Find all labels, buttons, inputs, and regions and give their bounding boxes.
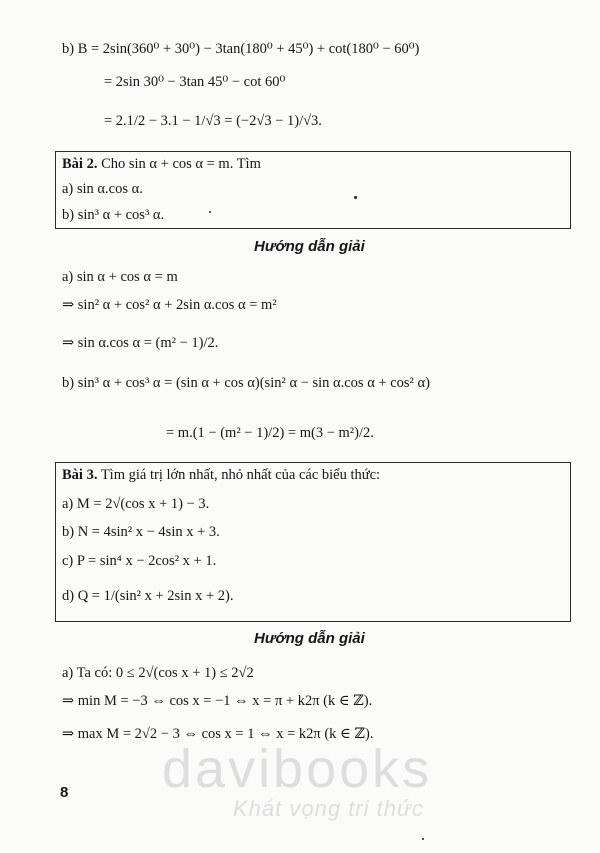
page-number: 8 xyxy=(60,784,69,801)
solution-b-line-2: = 2sin 30⁰ − 3tan 45⁰ − cot 60⁰ xyxy=(104,74,286,90)
exercise-3-statement: Tìm giá trị lớn nhất, nhỏ nhất của các biểu thức: xyxy=(100,467,381,483)
solution-2-line-5: = m.(1 − (m² − 1)/2) = m(3 − m²)/2. xyxy=(166,425,374,441)
exercise-2-part-a: a) sin α.cos α. xyxy=(62,181,143,197)
exercise-2-header xyxy=(62,155,261,173)
solution-heading: Hướng dẫn giải xyxy=(254,630,365,647)
solution-heading: Hướng dẫn giải xyxy=(254,238,365,255)
exercise-2-part-b: b) sin³ α + cos³ α. xyxy=(62,207,165,223)
exercise-3-part-d: d) Q = 1/(sin² x + 2sin x + 2). xyxy=(62,588,234,604)
solution-3-line-1: a) Ta có: 0 ≤ 2√(cos x + 1) ≤ 2√2 xyxy=(62,665,254,681)
ink-speck xyxy=(209,211,211,213)
solution-2-line-4: b) sin³ α + cos³ α = (sin α + cos α)(sin² α − sin α.cos α + cos² α) xyxy=(62,375,430,391)
exercise-3-part-a: a) M = 2√(cos x + 1) − 3. xyxy=(62,496,210,512)
watermark-brand: davibooks xyxy=(162,739,433,799)
watermark-tagline: Khát vọng tri thức xyxy=(233,796,424,821)
exercise-3-title: Bài 3. xyxy=(62,467,98,483)
exercise-3-part-c: c) P = sin⁴ x − 2cos² x + 1. xyxy=(62,553,217,569)
exercise-2-statement: Cho sin α + cos α = m. Tìm xyxy=(101,156,261,172)
ink-speck xyxy=(354,196,357,199)
exercise-3-header xyxy=(62,466,380,484)
solution-2-line-2: ⇒ sin² α + cos² α + 2sin α.cos α = m² xyxy=(62,297,277,313)
solution-2-line-3: ⇒ sin α.cos α = (m² − 1)/2. xyxy=(62,335,219,351)
solution-b-line-1: b) B = 2sin(360⁰ + 30⁰) − 3tan(180⁰ + 45⁰) + cot(180⁰ − 60⁰) xyxy=(62,41,420,57)
exercise-3-part-b: b) N = 4sin² x − 4sin x + 3. xyxy=(62,524,220,540)
exercise-2-title: Bài 2. xyxy=(62,156,98,172)
solution-2-line-1: a) sin α + cos α = m xyxy=(62,269,178,285)
solution-3-line-3: ⇒ max M = 2√2 − 3 ⇔ cos x = 1 ⇔ x = k2π (k ∈ ℤ). xyxy=(62,726,374,742)
solution-b-line-3: = 2.1/2 − 3.1 − 1/√3 = (−2√3 − 1)/√3. xyxy=(104,113,322,129)
solution-3-line-2: ⇒ min M = −3 ⇔ cos x = −1 ⇔ x = π + k2π (k ∈ ℤ). xyxy=(62,693,373,709)
ink-speck xyxy=(422,838,424,840)
